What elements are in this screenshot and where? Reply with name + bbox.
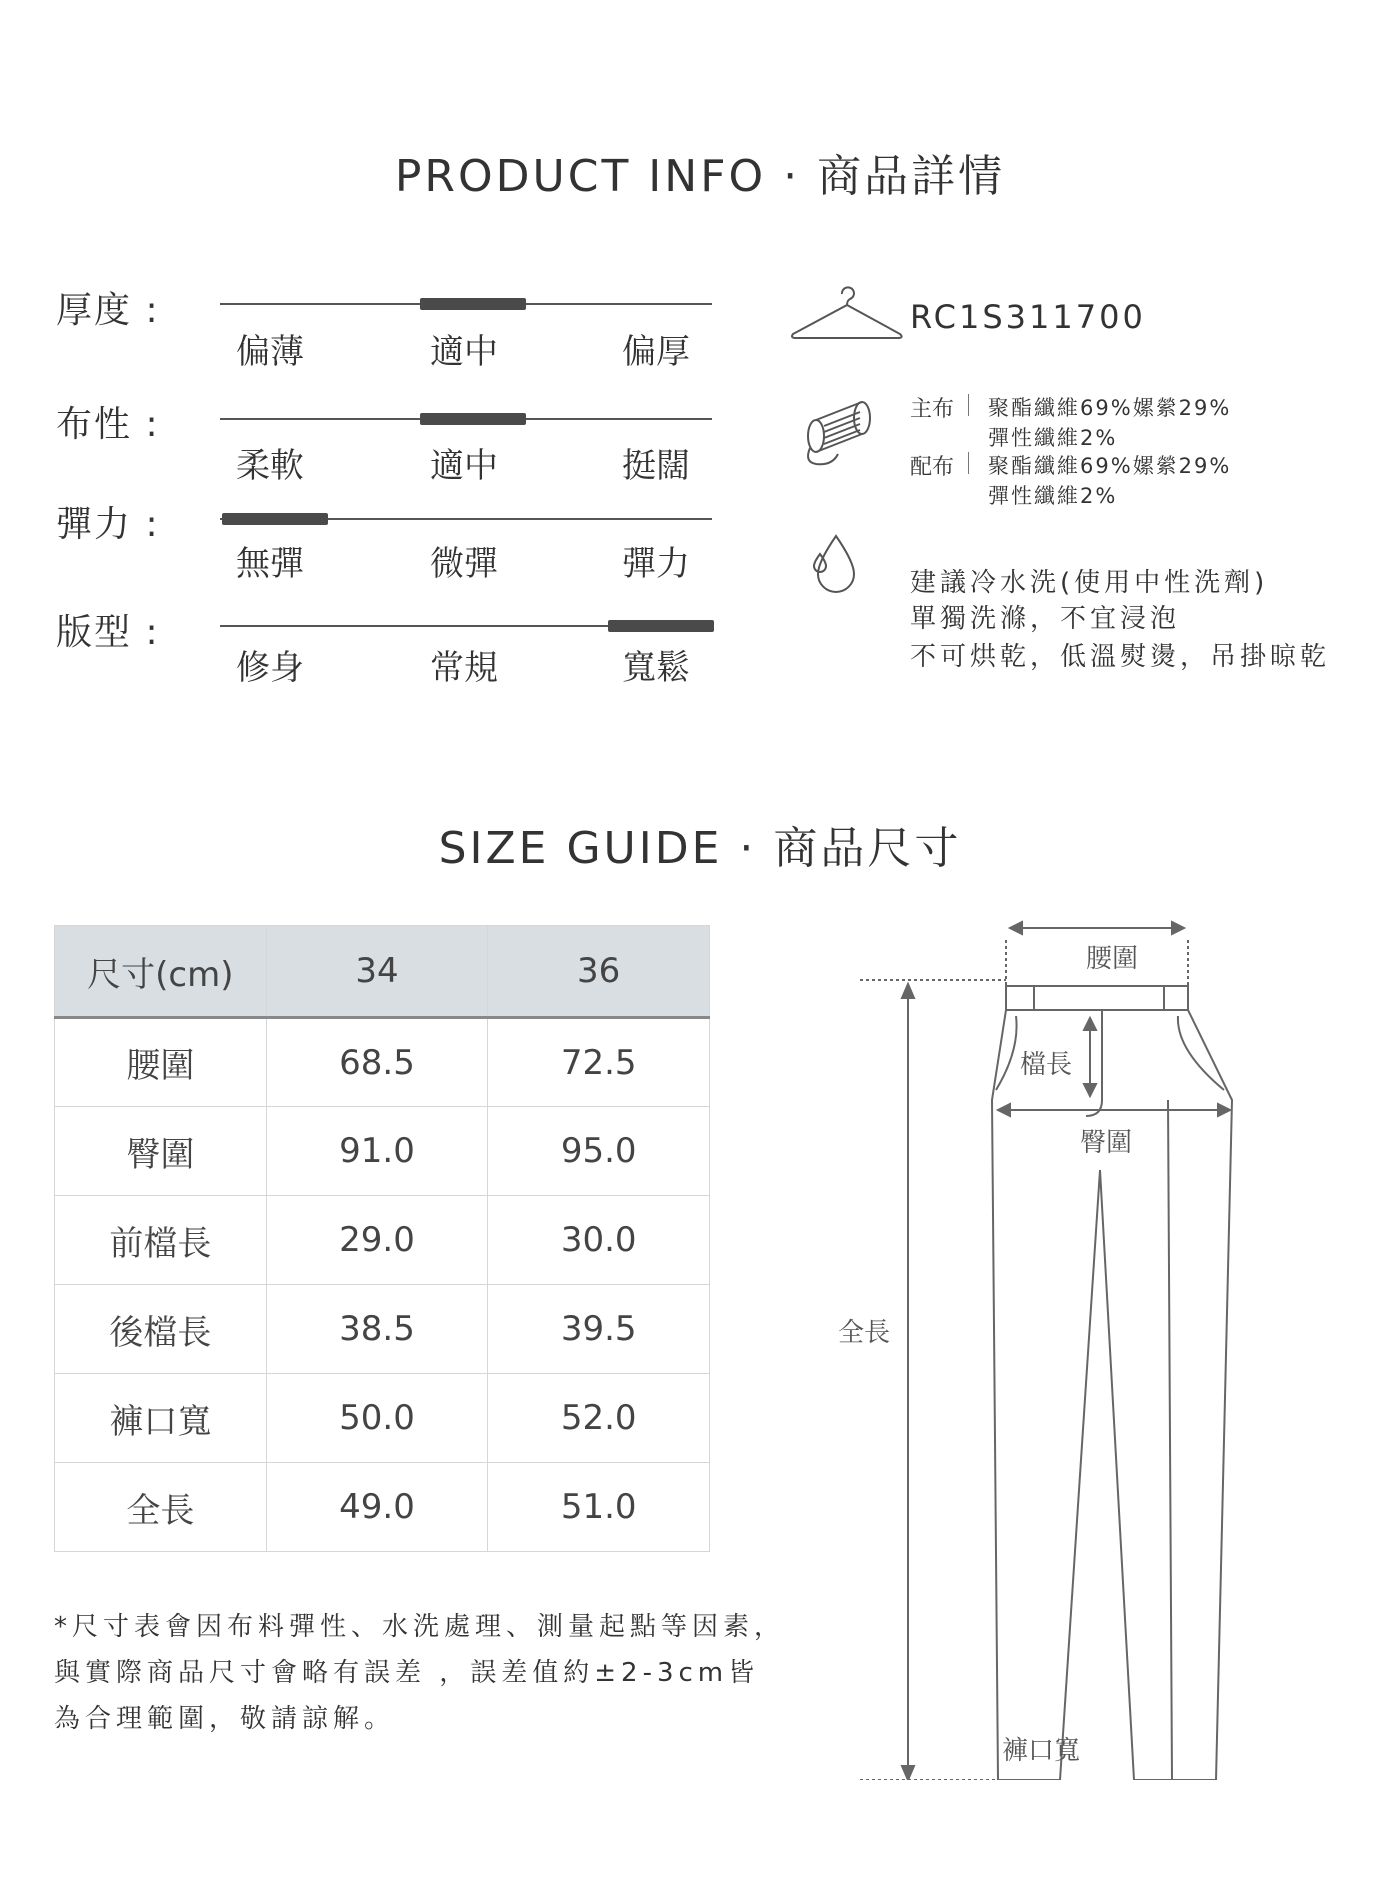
row-value: 50.0 (266, 1374, 488, 1463)
lining-fabric-separator (968, 452, 969, 474)
row-label: 後檔長 (55, 1285, 267, 1374)
fabric-texture-label: 布性 : (56, 404, 160, 445)
header-size-unit: 尺寸(cm) (55, 926, 267, 1018)
thickness-option-medium: 適中 (430, 332, 498, 372)
diagram-label-waist: 腰圍 (1086, 944, 1139, 974)
row-value: 49.0 (266, 1463, 488, 1552)
row-value: 72.5 (488, 1018, 710, 1107)
fabric-texture-scale-marker (420, 413, 526, 425)
elasticity-scale-marker (222, 513, 328, 525)
size-table (54, 925, 710, 1552)
lining-fabric-key: 配布 (910, 455, 955, 480)
size-table-header (55, 926, 710, 1018)
row-value: 91.0 (266, 1107, 488, 1196)
header-size-34: 34 (266, 926, 488, 1018)
fabric-texture-option-medium: 適中 (430, 446, 498, 486)
row-label: 腰圍 (55, 1018, 267, 1107)
size-note-line-1: *尺寸表會因布料彈性、水洗處理、測量起點等因素， (54, 1612, 786, 1642)
diagram-label-hip: 臀圍 (1080, 1128, 1133, 1158)
product-info-title: PRODUCT INFO · 商品詳情 (394, 151, 1006, 202)
row-value: 29.0 (266, 1196, 488, 1285)
fit-label: 版型 : (56, 612, 160, 653)
row-label: 前檔長 (55, 1196, 267, 1285)
size-note-line-2: 與實際商品尺寸會略有誤差 ，誤差值約±2-3cm皆 (54, 1658, 760, 1688)
diagram-label-rise: 檔長 (1020, 1050, 1073, 1080)
elasticity-option-slight: 微彈 (430, 544, 498, 584)
thickness-scale-marker (420, 298, 526, 310)
table-row (55, 1018, 710, 1107)
row-label: 褲口寬 (55, 1374, 267, 1463)
row-value: 30.0 (488, 1196, 710, 1285)
fabric-texture-option-soft: 柔軟 (236, 446, 304, 486)
thickness-option-thick: 偏厚 (622, 332, 690, 372)
care-line-3: 不可烘乾，低溫熨燙，吊掛晾乾 (910, 642, 1331, 672)
table-row (55, 1374, 710, 1463)
row-value: 39.5 (488, 1285, 710, 1374)
diagram-label-length: 全長 (838, 1318, 891, 1348)
water-drop-icon (810, 532, 858, 594)
table-row (55, 1463, 710, 1552)
row-value: 51.0 (488, 1463, 710, 1552)
table-row (55, 1285, 710, 1374)
thread-spool-icon (802, 396, 880, 468)
elasticity-option-stretch: 彈力 (622, 544, 690, 584)
main-fabric-separator (968, 394, 969, 416)
table-row (55, 1107, 710, 1196)
row-value: 38.5 (266, 1285, 488, 1374)
row-label: 全長 (55, 1463, 267, 1552)
care-line-2: 單獨洗滌，不宜浸泡 (910, 604, 1181, 634)
table-row (55, 1196, 710, 1285)
main-fabric-line2: 彈性纖維2% (988, 426, 1118, 450)
row-value: 95.0 (488, 1107, 710, 1196)
size-note-line-3: 為合理範圍，敬請諒解。 (54, 1704, 396, 1734)
fit-option-slim: 修身 (236, 648, 304, 688)
diagram-label-hem: 褲口寬 (1002, 1736, 1081, 1766)
size-guide-title: SIZE GUIDE · 商品尺寸 (438, 823, 962, 874)
main-fabric-key: 主布 (910, 397, 955, 422)
lining-fabric-line1: 聚酯纖維69%嫘縈29% (988, 454, 1232, 478)
care-line-1: 建議冷水洗(使用中性洗劑) (910, 568, 1269, 598)
lining-fabric-line2: 彈性纖維2% (988, 484, 1118, 508)
fit-option-regular: 常規 (430, 648, 498, 688)
thickness-label: 厚度 : (56, 290, 160, 331)
thickness-option-thin: 偏薄 (236, 332, 304, 372)
elasticity-option-none: 無彈 (236, 544, 304, 584)
row-label: 臀圍 (55, 1107, 267, 1196)
row-value: 52.0 (488, 1374, 710, 1463)
hanger-icon (790, 280, 904, 342)
header-size-36: 36 (488, 926, 710, 1018)
main-fabric-line1: 聚酯纖維69%嫘縈29% (988, 396, 1232, 420)
fabric-texture-option-stiff: 挺闊 (622, 446, 690, 486)
fit-option-loose: 寬鬆 (622, 648, 690, 688)
fit-scale-marker (608, 620, 714, 632)
row-value: 68.5 (266, 1018, 488, 1107)
sku-code: RC1S311700 (910, 298, 1146, 336)
elasticity-label: 彈力 : (56, 504, 160, 545)
